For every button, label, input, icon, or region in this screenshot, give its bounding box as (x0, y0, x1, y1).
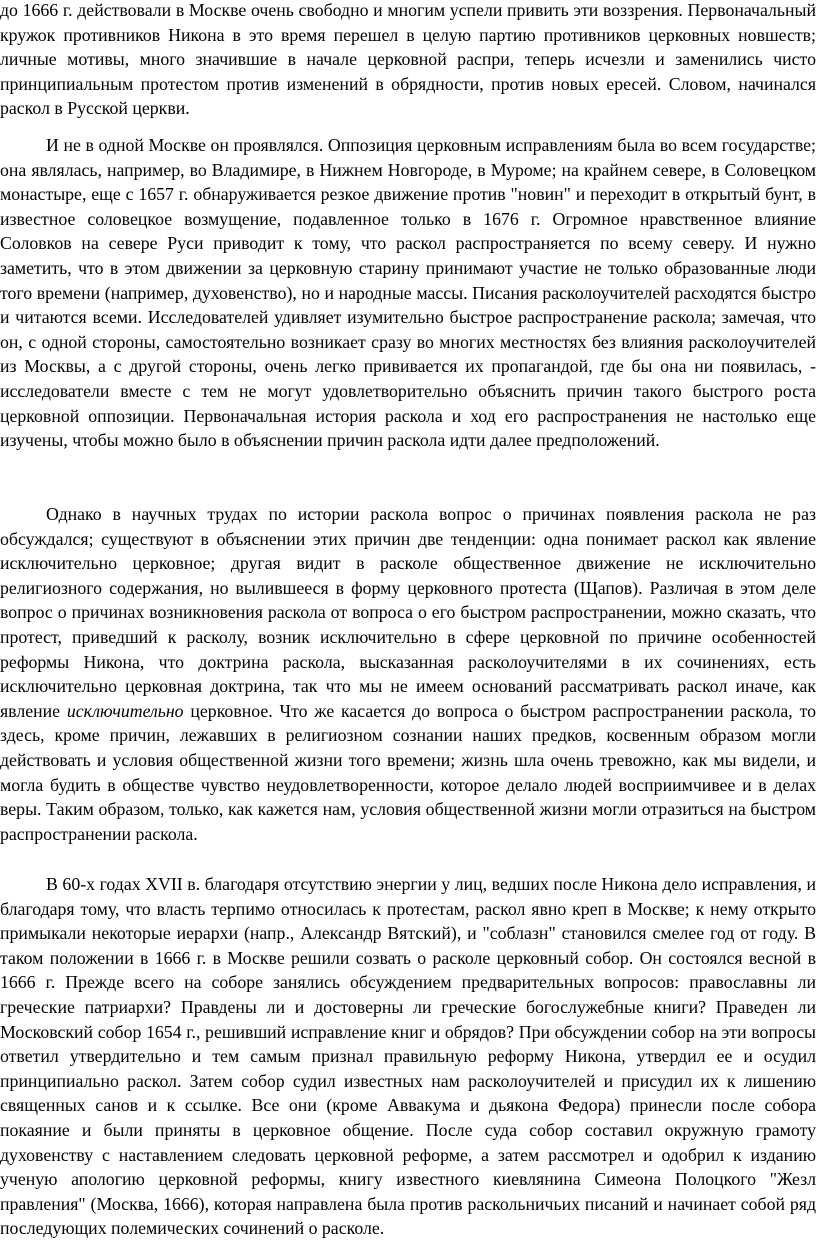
paragraph-3 (0, 502, 816, 846)
paragraph-1: до 1666 г. действовали в Москве очень свободно и многим успели привить эти воззрения. Первоначальный кружок противников Никона в это время перешел в целую партию противников церковных новшеств; личные мотивы, много значившие в начале церковной распри, теперь исчезли и заменились чисто принципиальным протестом против изменений в обрядности, против новых ересей. Словом, начинался раскол в Русской церкви. (0, 0, 816, 119)
paragraph-3-text-after: церковное. Что же касается до вопроса о быстром распространении раскола, то здесь, кроме причин, лежавших в религиозном сознании наших предков, косвенным образом могли действовать и условия общественной жизни того времени; жизнь шла очень тревожно, как мы видели, и могла будить в обществе чувство неудовлетворенности, которое делало людей восприимчивее и в делах веры. Таким образом, только, как кажется нам, условия общественной жизни могли отразиться на быстром распространении раскола. (0, 700, 816, 844)
paragraph-4: В 60-х годах XVII в. благодаря отсутствию энергии у лиц, ведших после Никона дело исправления, и благодаря тому, что власть терпимо относилась к протестам, раскол явно креп в Москве; к нему открыто примыкали некоторые иерархи (напр., Александр Вятский), и "соблазн" становился смелее год от году. В таком положении в 1666 г. в Москве решили созвать о расколе церковный собор. Он состоялся весной в 1666 г. Прежде всего на соборе занялись обсуждением предварительных вопросов: православны ли греческие патриархи? Правдены ли и достоверны ли греческие богослужебные книги? Праведен ли Московский собор 1654 г., решивший исправление книг и обрядов? При обсуждении собор на эти вопросы ответил утвердительно и тем самым признал правильную реформу Никона, утвердил ее и осудил принципиально раскол. Затем собор судил известных нам расколоучителей и присудил их к лишению священных санов и к ссылке. Все они (кроме Аввакума и дьякона Федора) принесли после собора покаяние и были приняты в церковное общение. После суда собор составил окружную грамоту духовенству с наставлением следовать церковной реформе, а затем рассмотрел и одобрил к изданию ученую апологию церковной реформы, книгу известного киевлянина Симеона Полоцкого "Жезл правления" (Москва, 1666), которая направлена была против раскольничьих писаний и начинает собой ряд последующих полемических сочинений о расколе. (0, 874, 816, 1239)
paragraph-3-emphasis: исключительно (66, 700, 184, 721)
paragraph-2: И не в одной Москве он проявлялся. Оппозиция церковным исправлениям была во всем государстве; она являлась, например, во Владимире, в Нижнем Новгороде, в Муроме; на крайнем севере, в Соловецком монастыре, еще с 1657 г. обнаруживается резкое движение против "новин" и переходит в открытый бунт, в известное соловецкое возмущение, подавленное только в 1676 г. Огромное нравственное влияние Соловков на севере Руси приводит к тому, что раскол распространяется по всему северу. И нужно заметить, что в этом движении за церковную старину принимают участие не только образованные люди того времени (например, духовенство), но и народные массы. Писания расколоучителей расходятся быстро и читаются всеми. Исследователей удивляет изумительно быстрое распространение раскола; замечая, что он, с одной стороны, самостоятельно возникает сразу во многих местностях без влияния расколоучителей из Москвы, а с другой стороны, очень легко прививается их пропагандой, где бы она ни появилась, - исследователи вместе с тем не могут удовлетворительно объяснить причин такого быстрого роста церковной оппозиции. Первоначальная история раскола и ход его распространения не настолько еще изучены, чтобы можно было в объяснении причин раскола идти далее предположений. (0, 135, 816, 451)
paragraph-3-text-before: Однако в научных трудах по истории раскола вопрос о причинах появления раскола не раз обсуждался; существуют в объяснении этих причин две тенденции: одна понимает раскол как явление исключительно церковное; другая видит в расколе общественное движение не исключительно религиозного содержания, но вылившееся в форму церковного протеста (Щапов). Различая в этом деле вопрос о причинах возникновения раскола от вопроса о его быстром распространении, можно сказать, что протест, приведший к расколу, возник исключительно в сфере церковной по причине особенностей реформы Никона, что доктрина раскола, высказанная расколоучителями в их сочинениях, есть исключительно церковная доктрина, так что мы не имеем оснований рассматривать раскол иначе, как явление (0, 504, 816, 721)
